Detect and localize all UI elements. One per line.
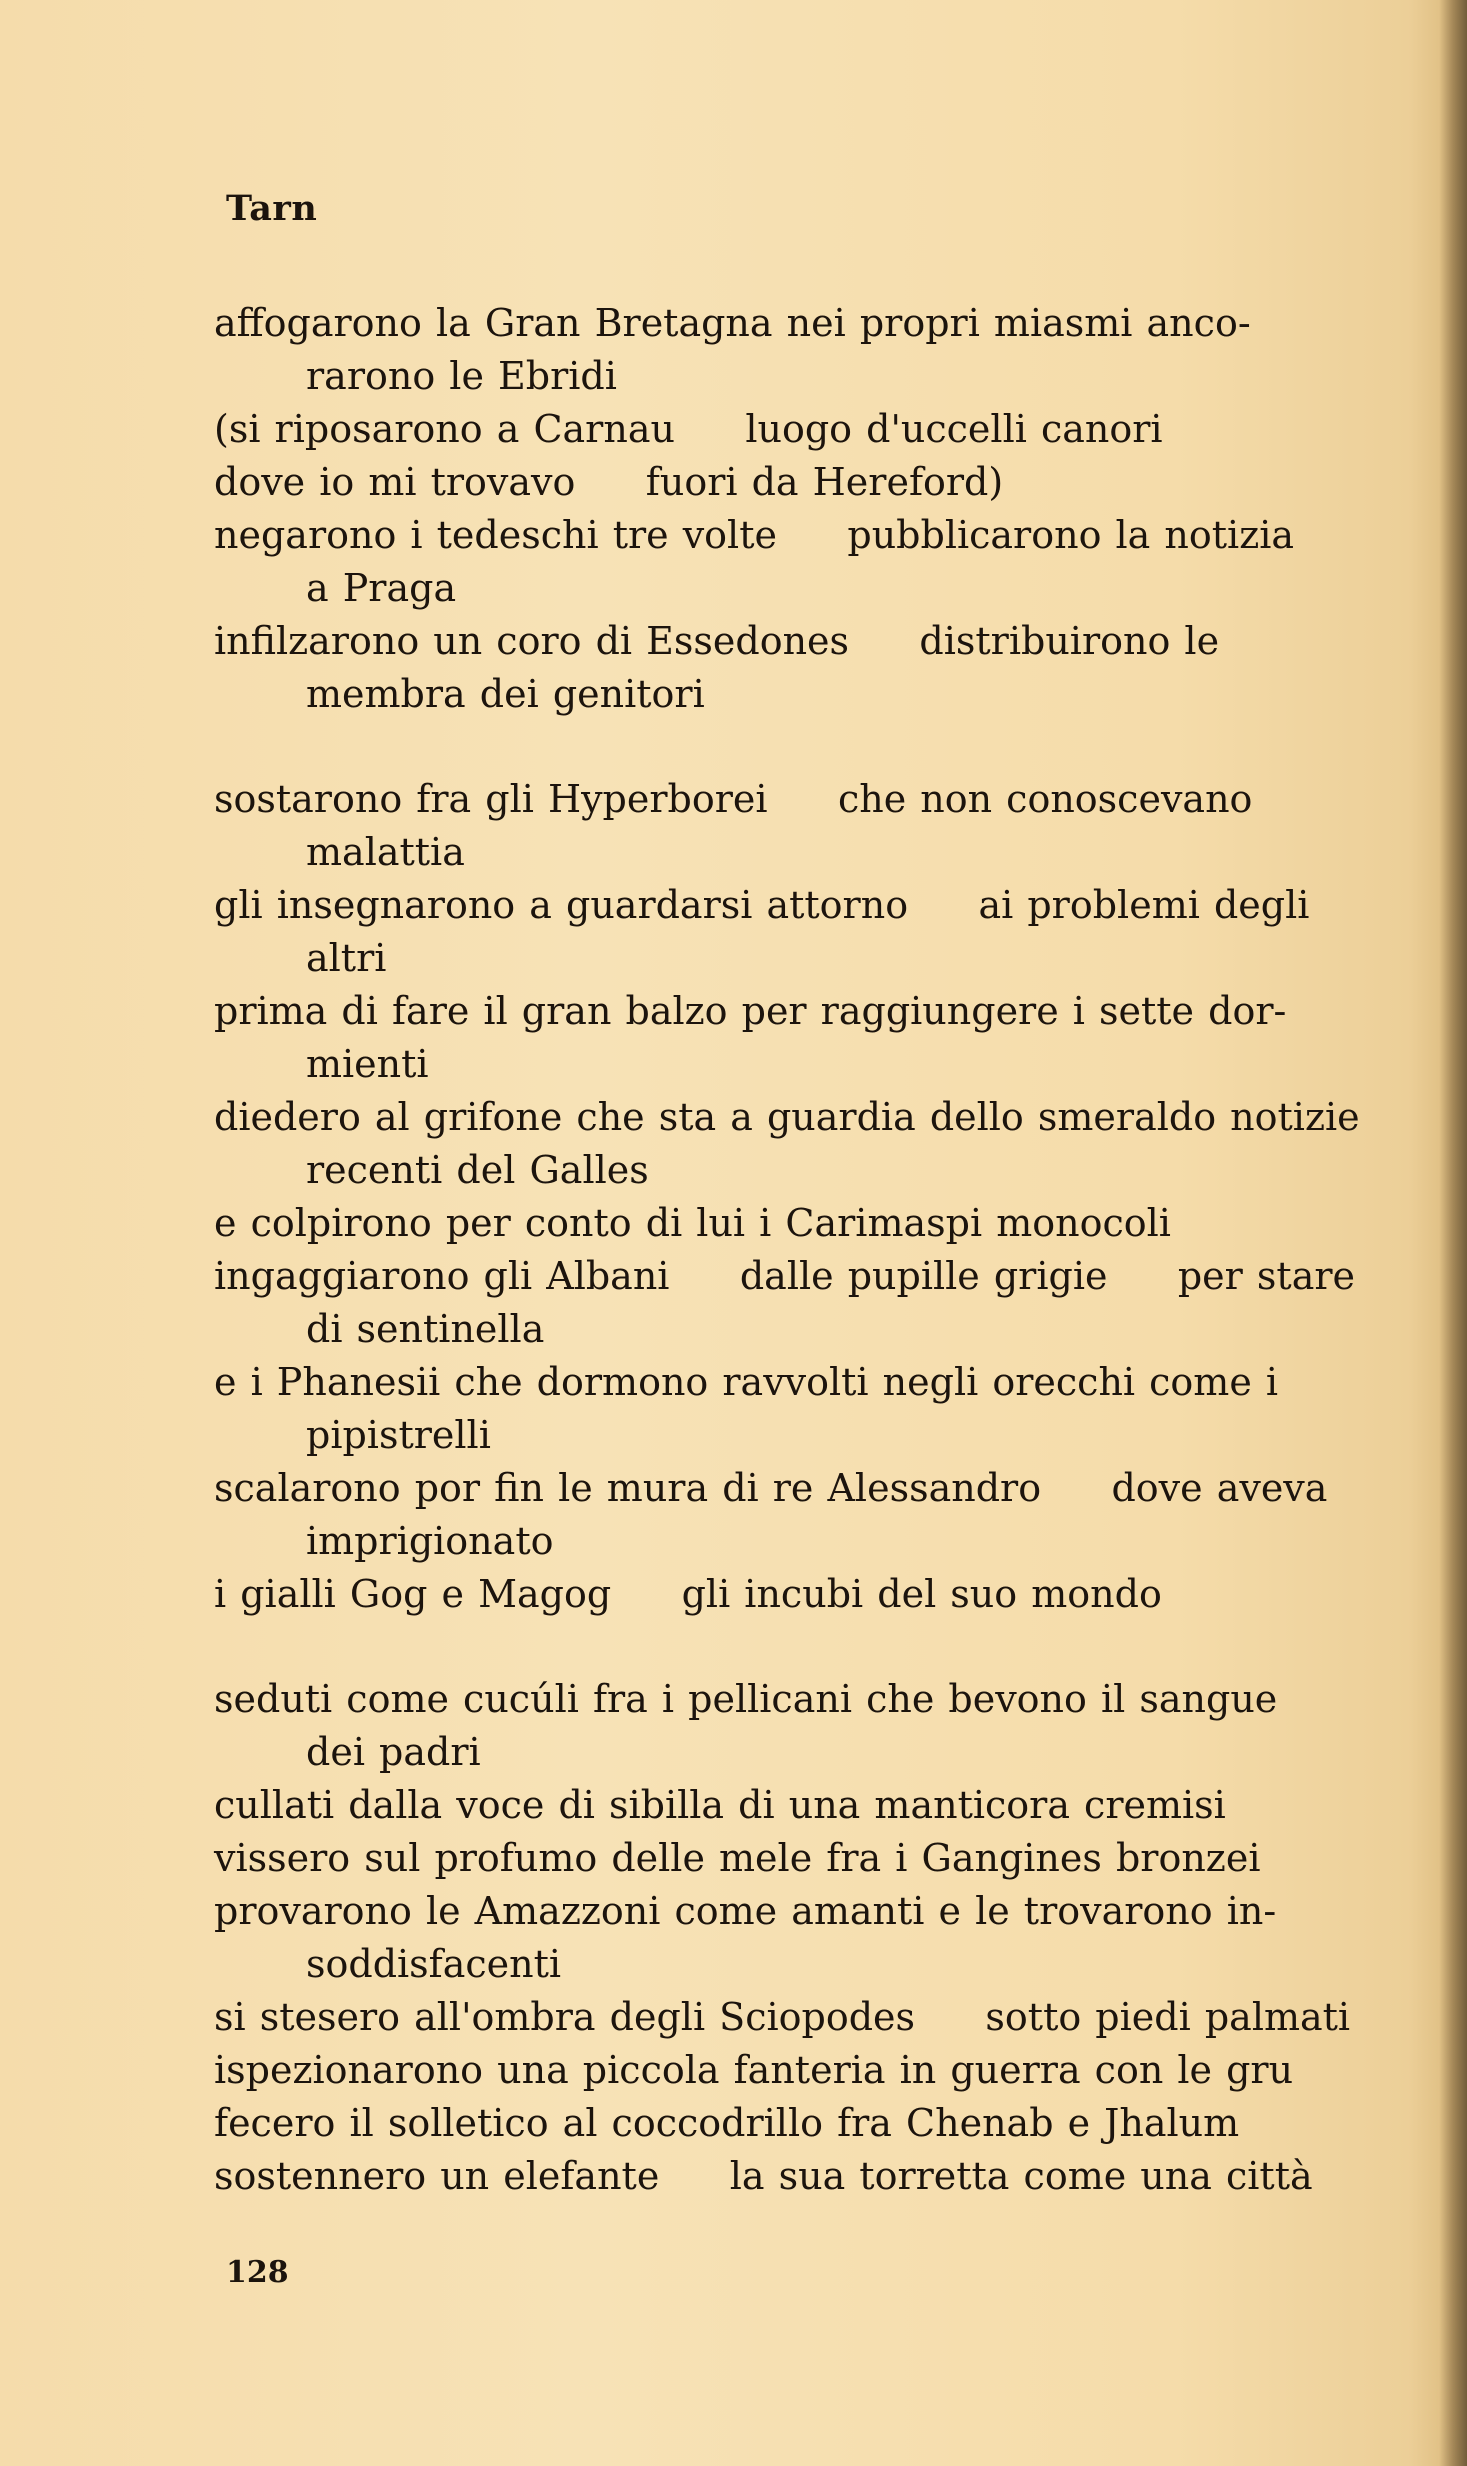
poem-line-continuation: imprigionato	[306, 1519, 554, 1563]
poem-line: negarono i tedeschi tre volte pubblicarono la notizia	[214, 513, 1295, 557]
poem-line-continuation: recenti del Galles	[306, 1148, 649, 1192]
page-edge-shadow	[1439, 0, 1467, 2466]
running-header: Tarn	[226, 188, 318, 229]
poem-line: cullati dalla voce di sibilla di una manticora cremisi	[214, 1783, 1226, 1827]
poem-line: sostennero un elefante la sua torretta come una città	[214, 2154, 1313, 2198]
poem-line: e i Phanesii che dormono ravvolti negli orecchi come i	[214, 1360, 1279, 1404]
poem-line: scalarono por fin le mura di re Alessandro dove aveva	[214, 1466, 1328, 1510]
poem-line: infilzarono un coro di Essedones distribuirono le	[214, 619, 1220, 663]
poem-line: diedero al grifone che sta a guardia dello smeraldo notizie	[214, 1095, 1360, 1139]
poem-line: fecero il solletico al coccodrillo fra Chenab e Jhalum	[214, 2101, 1240, 2145]
poem-line-continuation: membra dei genitori	[306, 672, 705, 716]
page-number: 128	[226, 2255, 289, 2290]
poem-line-continuation: soddisfacenti	[306, 1942, 562, 1986]
poem-line: provarono le Amazzoni come amanti e le trovarono in-	[214, 1889, 1277, 1933]
poem-line: (si riposarono a Carnau luogo d'uccelli canori	[214, 407, 1163, 451]
poem-line-continuation: mienti	[306, 1042, 429, 1086]
poem-line: vissero sul profumo delle mele fra i Gangines bronzei	[214, 1836, 1261, 1880]
stanza	[214, 297, 1394, 721]
poem-line: si stesero all'ombra degli Sciopodes sotto piedi palmati	[214, 1995, 1351, 2039]
poem-line-continuation: rarono le Ebridi	[306, 354, 617, 398]
poem-line: ingaggiarono gli Albani dalle pupille grigie per stare	[214, 1254, 1355, 1298]
poem-line-continuation: dei padri	[306, 1730, 481, 1774]
stanza	[214, 773, 1394, 1621]
poem-line: ispezionarono una piccola fanteria in guerra con le gru	[214, 2048, 1294, 2092]
poem-line-continuation: malattia	[306, 830, 465, 874]
poem-line: dove io mi trovavo fuori da Hereford)	[214, 460, 1004, 504]
poem-line-continuation: altri	[306, 936, 387, 980]
poem-line-continuation: di sentinella	[306, 1307, 545, 1351]
poem-body	[214, 297, 1394, 2203]
poem-line: i gialli Gog e Magog gli incubi del suo mondo	[214, 1572, 1162, 1616]
poem-line: prima di fare il gran balzo per raggiungere i sette dor-	[214, 989, 1287, 1033]
poem-line: gli insegnarono a guardarsi attorno ai problemi degli	[214, 883, 1310, 927]
poem-line: seduti come cucúli fra i pellicani che bevono il sangue	[214, 1677, 1278, 1721]
poem-line: affogarono la Gran Bretagna nei propri miasmi anco-	[214, 301, 1251, 345]
stanza	[214, 1673, 1394, 2203]
poem-line: e colpirono per conto di lui i Carimaspi monocoli	[214, 1201, 1171, 1245]
poem-line-continuation: pipistrelli	[306, 1413, 491, 1457]
poem-line-continuation: a Praga	[306, 566, 457, 610]
poem-line: sostarono fra gli Hyperborei che non conoscevano	[214, 777, 1253, 821]
